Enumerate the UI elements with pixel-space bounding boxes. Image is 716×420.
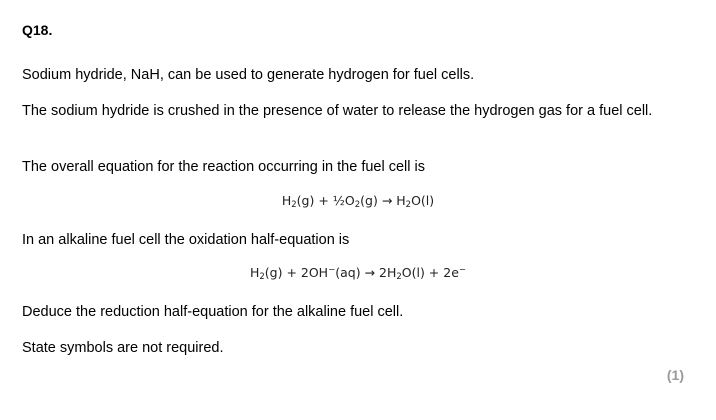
oxidation-equation-intro: In an alkaline fuel cell the oxidation half-equation is xyxy=(22,232,350,248)
eq-superscript: − xyxy=(328,265,336,275)
eq-subscript: 2 xyxy=(354,200,361,210)
eq-part: (g) → H xyxy=(360,193,406,208)
eq-subscript: 2 xyxy=(396,272,402,282)
marks-label: (1) xyxy=(666,367,684,383)
eq-subscript: 2 xyxy=(405,200,412,210)
note-text: State symbols are not required. xyxy=(22,340,224,356)
task-text: Deduce the reduction half-equation for the alkaline fuel cell. xyxy=(22,304,404,320)
eq-part: O(l) + 2e xyxy=(401,265,459,280)
intro-text: Sodium hydride, NaH, can be used to generate hydrogen for fuel cells. xyxy=(22,67,475,83)
eq-part: O(l) xyxy=(411,193,435,208)
eq-part: (aq) → 2H xyxy=(335,265,397,280)
overall-equation xyxy=(0,193,716,208)
eq-subscript: 2 xyxy=(259,272,265,282)
eq-part: (g) + ½O xyxy=(296,193,355,208)
overall-equation-intro: The overall equation for the reaction occurring in the fuel cell is xyxy=(22,159,425,175)
question-number: Q18. xyxy=(22,22,53,38)
eq-superscript: − xyxy=(458,265,467,275)
process-text: The sodium hydride is crushed in the presence of water to release the hydrogen gas for a fuel cell. xyxy=(22,103,653,119)
eq-part: (g) + 2OH xyxy=(264,265,329,280)
eq-part: H xyxy=(249,265,260,280)
oxidation-half-equation xyxy=(0,265,716,280)
eq-subscript: 2 xyxy=(291,200,297,210)
eq-part: H xyxy=(281,193,292,208)
